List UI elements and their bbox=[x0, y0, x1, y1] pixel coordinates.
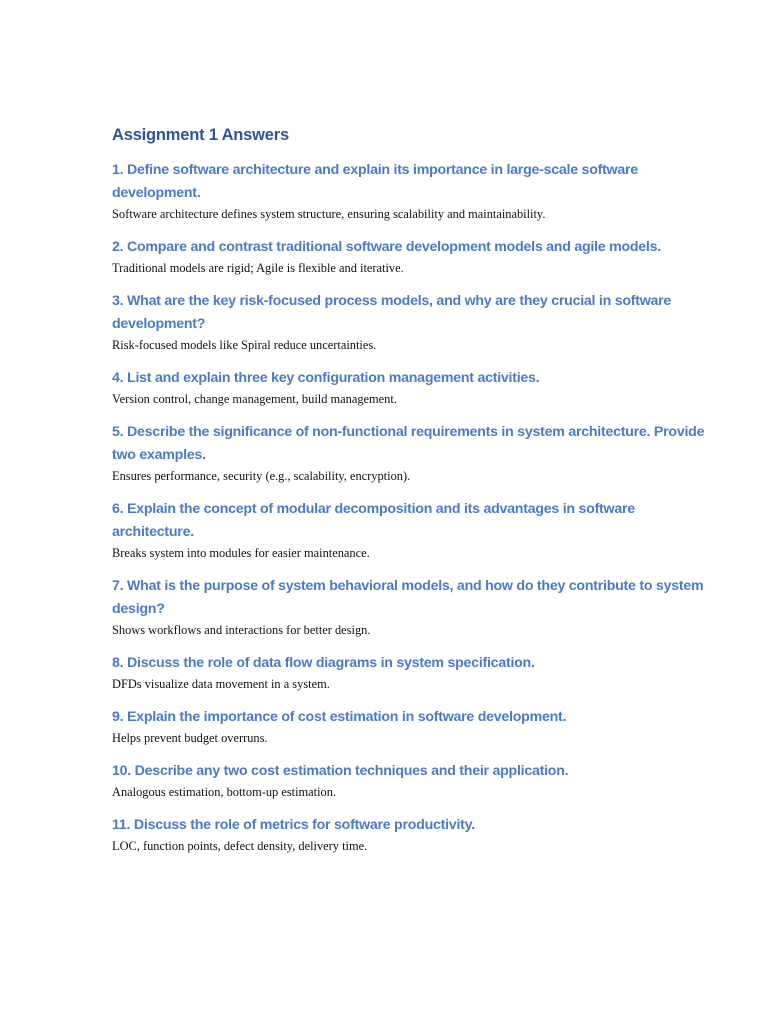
answer-6: Breaks system into modules for easier maintenance. bbox=[112, 546, 370, 560]
qa-item-7 bbox=[112, 575, 712, 639]
question-3: 3. What are the key risk-focused process models, and why are they crucial in software development? bbox=[112, 293, 672, 332]
answer-5: Ensures performance, security (e.g., scalability, encryption). bbox=[112, 469, 411, 483]
question-8: 8. Discuss the role of data flow diagrams in system specification. bbox=[112, 655, 535, 671]
question-6: 6. Explain the concept of modular decomposition and its advantages in software architecture. bbox=[112, 501, 635, 540]
answer-9: Helps prevent budget overruns. bbox=[112, 731, 268, 745]
document-title: Assignment 1 Answers bbox=[112, 126, 289, 144]
question-7: 7. What is the purpose of system behavioral models, and how do they contribute to system design? bbox=[112, 578, 704, 617]
qa-item-4 bbox=[112, 367, 712, 408]
question-9: 9. Explain the importance of cost estimation in software development. bbox=[112, 709, 567, 725]
qa-item-1 bbox=[112, 159, 712, 223]
qa-item-3 bbox=[112, 290, 712, 354]
question-5: 5. Describe the significance of non-functional requirements in system architecture. Provide two examples. bbox=[112, 424, 705, 463]
qa-item-10 bbox=[112, 760, 712, 801]
document-page bbox=[112, 124, 712, 868]
answer-1: Software architecture defines system structure, ensuring scalability and maintainability. bbox=[112, 207, 546, 221]
question-2: 2. Compare and contrast traditional software development models and agile models. bbox=[112, 239, 661, 255]
question-10: 10. Describe any two cost estimation techniques and their application. bbox=[112, 763, 569, 779]
qa-item-6 bbox=[112, 498, 712, 562]
answer-11: LOC, function points, defect density, delivery time. bbox=[112, 839, 368, 853]
question-4: 4. List and explain three key configuration management activities. bbox=[112, 370, 540, 386]
qa-item-5 bbox=[112, 421, 712, 485]
answer-7: Shows workflows and interactions for better design. bbox=[112, 623, 371, 637]
answer-2: Traditional models are rigid; Agile is flexible and iterative. bbox=[112, 261, 404, 275]
question-11: 11. Discuss the role of metrics for software productivity. bbox=[112, 817, 475, 833]
qa-item-2 bbox=[112, 236, 712, 277]
question-1: 1. Define software architecture and explain its importance in large-scale software development. bbox=[112, 162, 638, 201]
answer-4: Version control, change management, build management. bbox=[112, 392, 397, 406]
answer-3: Risk-focused models like Spiral reduce uncertainties. bbox=[112, 338, 377, 352]
qa-item-11 bbox=[112, 814, 712, 855]
qa-item-8 bbox=[112, 652, 712, 693]
answer-8: DFDs visualize data movement in a system. bbox=[112, 677, 330, 691]
answer-10: Analogous estimation, bottom-up estimation. bbox=[112, 785, 337, 799]
qa-item-9 bbox=[112, 706, 712, 747]
